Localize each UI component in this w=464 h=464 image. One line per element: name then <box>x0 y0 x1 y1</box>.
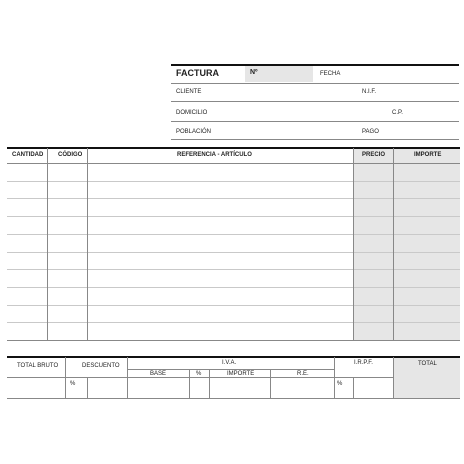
column-divider <box>353 148 354 340</box>
gross-total-label: TOTAL BRUTO <box>17 363 59 369</box>
totals-divider <box>353 377 354 398</box>
totals-divider <box>393 357 394 398</box>
column-divider <box>47 148 48 340</box>
date-label: FECHA <box>320 71 341 77</box>
header-top-border <box>171 64 459 66</box>
header-line <box>171 121 459 122</box>
totals-divider <box>209 370 210 398</box>
totals-divider <box>334 357 335 398</box>
re-label: R.E. <box>297 371 309 377</box>
totals-divider <box>65 357 66 398</box>
total-label: TOTAL <box>418 361 437 367</box>
invoice-title: FACTURA <box>176 68 219 78</box>
irpf-label: I.R.P.F. <box>354 360 373 366</box>
header-line <box>171 83 459 84</box>
iva-pct-label: % <box>196 371 202 377</box>
column-quantity: CANTIDAD <box>12 152 44 158</box>
totals-divider <box>189 370 190 398</box>
iva-amount-label: IMPORTE <box>227 371 255 377</box>
discount-label: DESCUENTO <box>82 363 120 369</box>
column-divider <box>87 148 88 340</box>
table-bottom-border <box>7 340 460 341</box>
town-label: POBLACIÓN <box>176 129 212 135</box>
irpf-pct-label: % <box>337 381 343 387</box>
nif-label: N.I.F. <box>362 89 377 95</box>
header-line <box>171 101 459 102</box>
client-label: CLIENTE <box>176 89 202 95</box>
header-line <box>171 139 459 140</box>
iva-base-label: BASE <box>150 371 167 377</box>
totals-divider <box>87 377 88 398</box>
column-divider <box>393 148 394 340</box>
postal-code-label: C.P. <box>392 110 403 116</box>
column-reference: REFERENCIA - ARTÍCULO <box>177 152 252 158</box>
totals-bottom-border <box>7 398 460 399</box>
amount-column-shade <box>394 148 460 340</box>
iva-header-line <box>127 369 334 370</box>
payment-label: PAGO <box>362 129 379 135</box>
price-column-shade <box>353 148 393 340</box>
totals-divider <box>127 357 128 398</box>
iva-label: I.V.A. <box>222 360 237 366</box>
invoice-number-label: Nº <box>250 69 258 76</box>
column-code: CÓDIGO <box>58 152 83 158</box>
totals-divider <box>270 370 271 398</box>
column-price: PRECIO <box>362 152 386 158</box>
column-amount: IMPORTE <box>414 152 442 158</box>
discount-pct-label: % <box>70 381 76 387</box>
address-label: DOMICILIO <box>176 110 208 116</box>
